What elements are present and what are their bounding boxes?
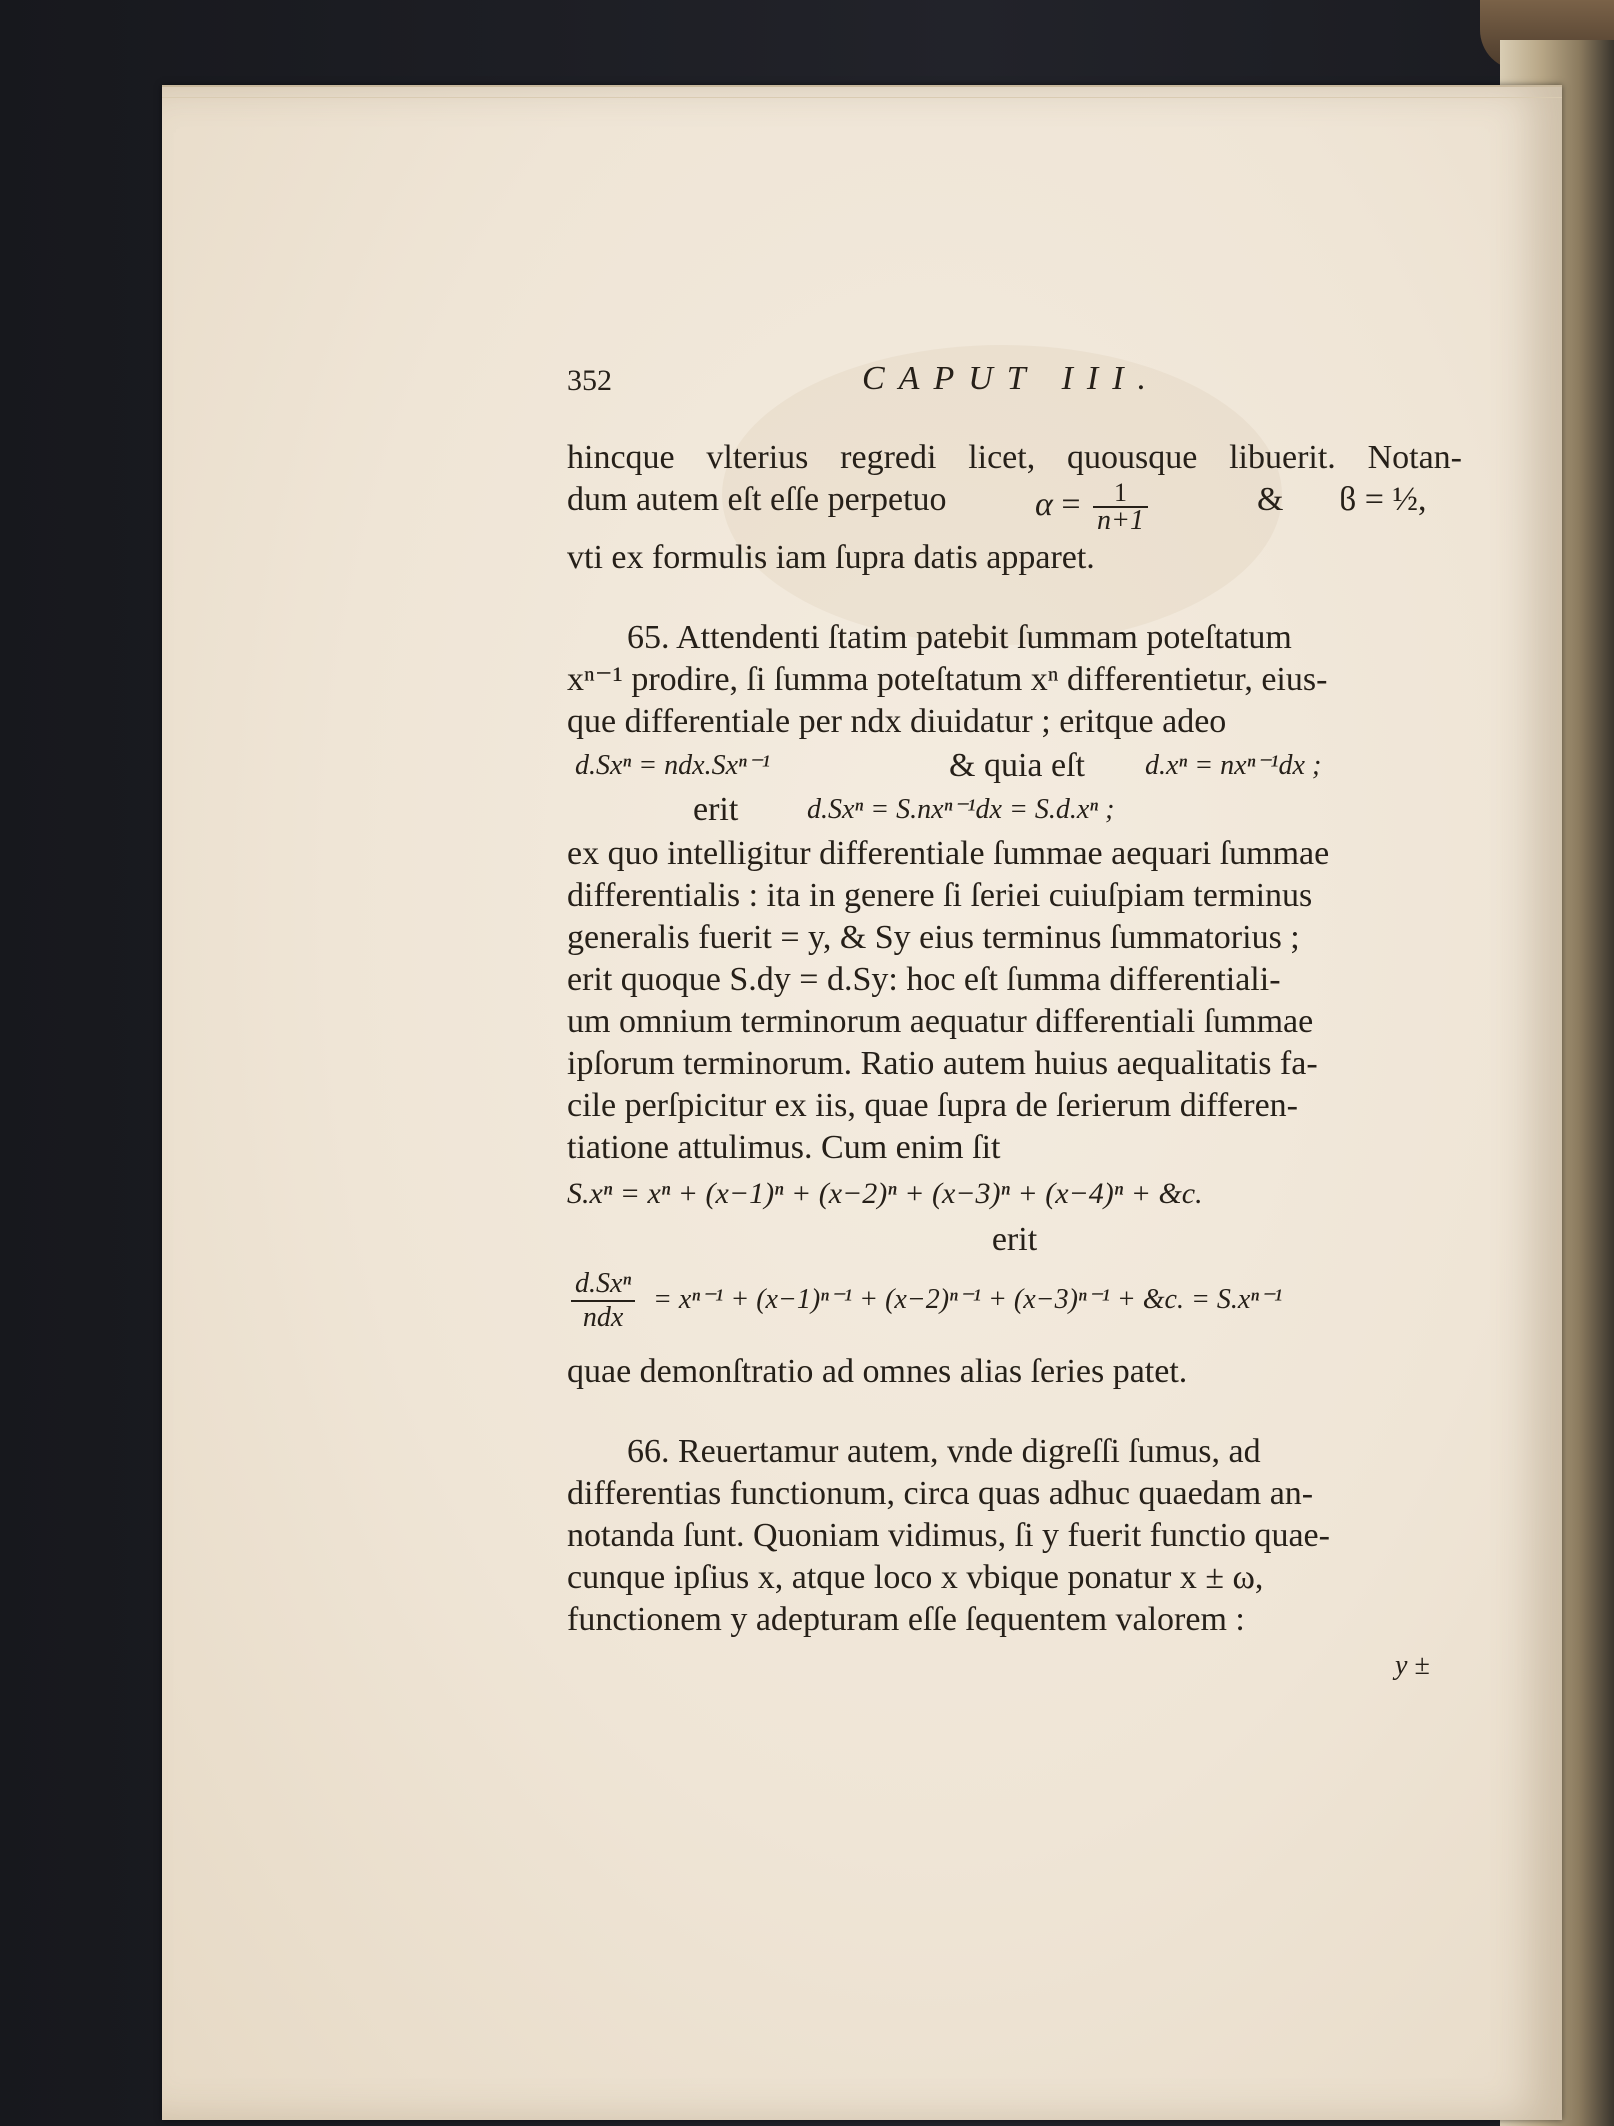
text-line: cunque ipſius x, atque loco x vbique ponatur x ± ω, <box>567 1559 1264 1596</box>
text-line: que differentiale per ndx diuidatur ; eritque adeo <box>567 703 1227 740</box>
text-line: tiatione attulimus. Cum enim ſit <box>567 1129 1001 1166</box>
section-65-start: 65. Attendenti ſtatim patebit ſummam poteſtatum <box>627 619 1292 656</box>
text-line: erit quoque S.dy = d.Sy: hoc eſt ſumma differentiali- <box>567 961 1281 998</box>
page-edge <box>162 85 1562 98</box>
text-line: quae demonſtratio ad omnes alias ſeries patet. <box>567 1353 1188 1390</box>
text-line: cile perſpicitur ex iis, quae ſupra de ſerierum differen- <box>567 1087 1298 1124</box>
derivative-formula: d.Sxⁿ ndx = xⁿ⁻¹ + (x−1)ⁿ⁻¹ + (x−2)ⁿ⁻¹ + (x−3)ⁿ⁻¹ + &c. = S.xⁿ⁻¹ <box>567 1262 1462 1342</box>
text-line: ipſorum terminorum. Ratio autem huius aequalitatis fa- <box>567 1045 1318 1082</box>
text-line: xⁿ⁻¹ prodire, ſi ſumma poteſtatum xⁿ differentietur, eius- <box>567 661 1328 698</box>
text-line: vti ex formulis iam ſupra datis apparet. <box>567 539 1095 576</box>
text-line: functionem y adepturam eſſe ſequentem valorem : <box>567 1601 1245 1638</box>
text-line: hincque vlterius regredi licet, quousque libuerit. Notan- <box>567 439 1462 476</box>
section-66-start: 66. Reuertamur autem, vnde digreſſi ſumus, ad <box>627 1433 1261 1470</box>
catchword: y ± <box>1395 1650 1430 1681</box>
formula-line: dum autem eſt eſſe perpetuo α = $\frac{1}{n+1}$ & ϐ = ½, <box>567 478 1427 536</box>
page-number: 352 <box>567 364 612 397</box>
running-head <box>567 360 1462 408</box>
fraction: $\frac{1}{n+1}$ <box>1093 480 1148 534</box>
text-line: notanda ſunt. Quoniam vidimus, ſi y fuerit functio quae- <box>567 1517 1330 1554</box>
text-line: differentias functionum, circa quas adhuc quaedam an- <box>567 1475 1314 1512</box>
chapter-title: CAPUT III. <box>862 360 1161 397</box>
text-line: um omnium terminorum aequatur differentiali ſummae <box>567 1003 1314 1040</box>
text-line: ex quo intelligitur differentiale ſummae aequari ſummae <box>567 835 1330 872</box>
text-line: generalis fuerit = y, & Sy eius terminus ſummatorius ; <box>567 919 1300 956</box>
text-line: erit <box>991 1221 1038 1258</box>
series-formula: S.xⁿ = xⁿ + (x−1)ⁿ + (x−2)ⁿ + (x−3)ⁿ + (x−4)ⁿ + &c. <box>567 1177 1203 1210</box>
text-line: differentialis : ita in genere ſi ſeriei cuiuſpiam terminus <box>567 877 1313 914</box>
